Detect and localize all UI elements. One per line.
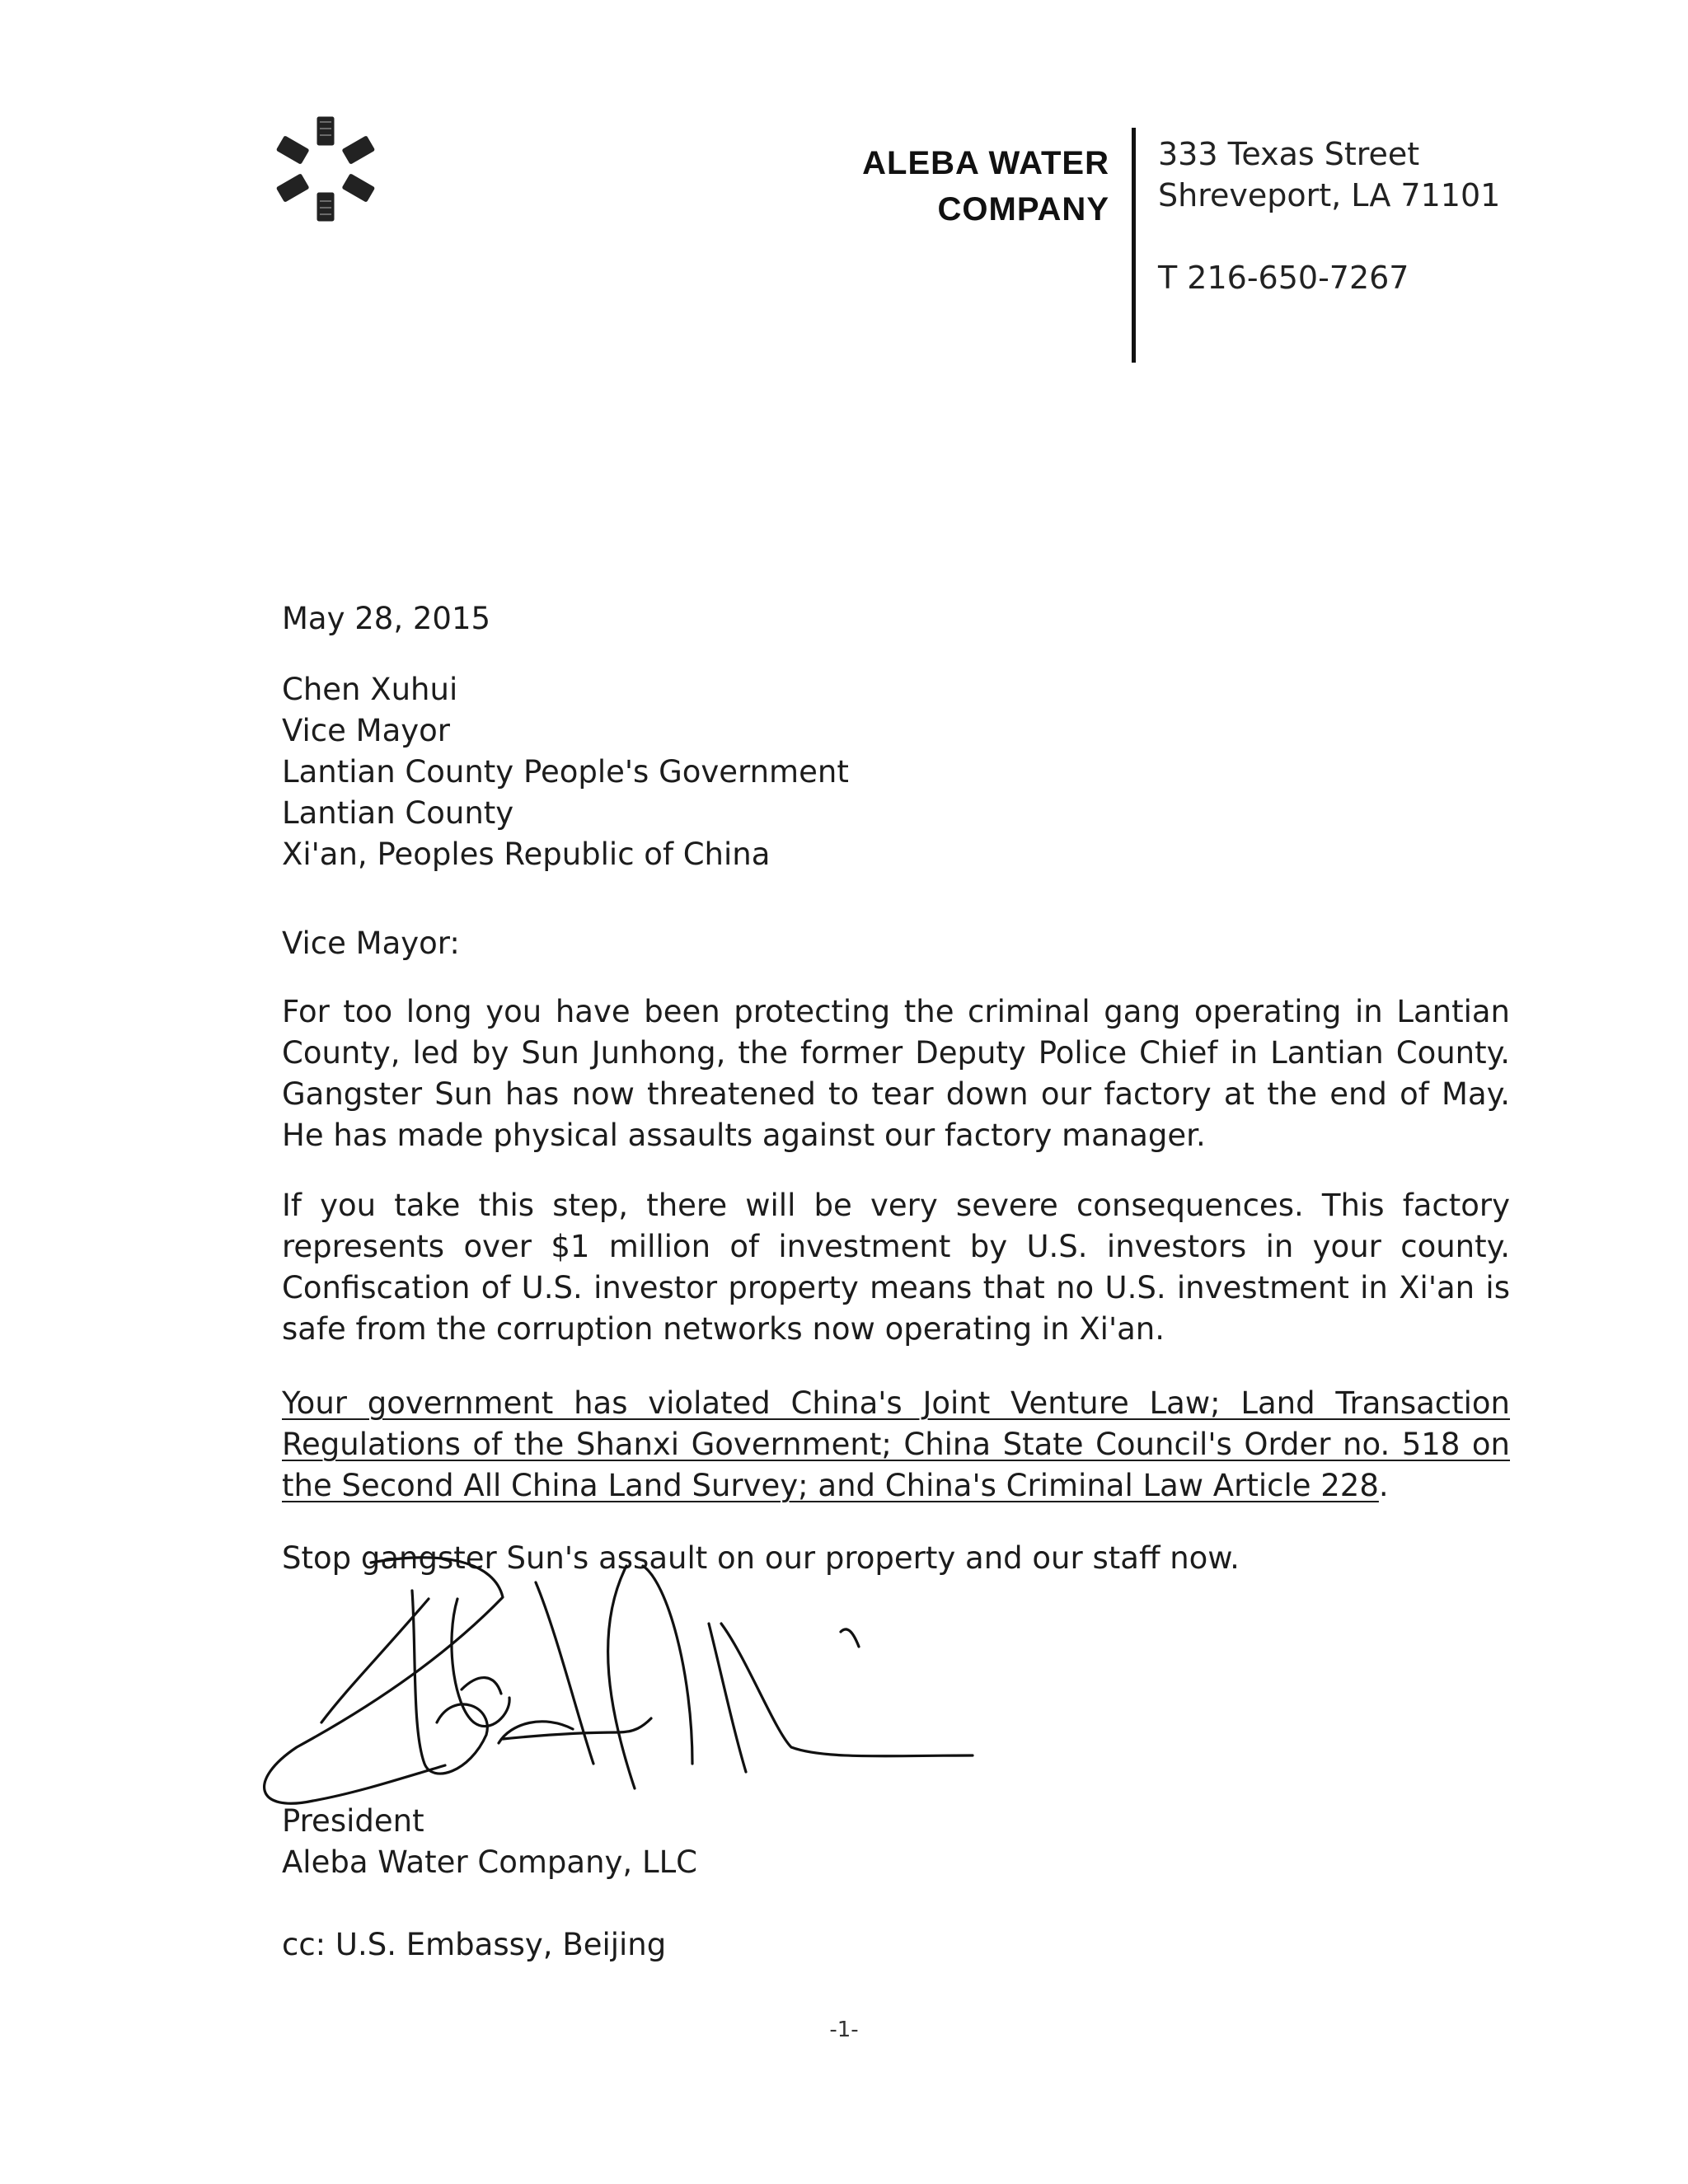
carbon-copy: cc: U.S. Embassy, Beijing	[282, 1927, 667, 1962]
salutation: Vice Mayor:	[282, 926, 460, 961]
company-name	[862, 140, 1109, 232]
address-line1: 333 Texas Street	[1158, 136, 1420, 172]
asterisk-logo-icon	[272, 115, 379, 223]
recipient-line: Vice Mayor	[282, 713, 450, 748]
address-line2: Shreveport, LA 71101	[1158, 177, 1501, 213]
closing-line: Stop gangster Sun's assault on our property and our staff now.	[282, 1540, 1240, 1576]
paragraph-3-end: .	[1378, 1468, 1389, 1503]
recipient-line: Lantian County	[282, 795, 514, 831]
letter-date: May 28, 2015	[282, 601, 491, 636]
company-address	[1158, 134, 1500, 216]
page-number: -1-	[829, 2018, 859, 2042]
law-violations-underlined: Your government has violated China's Joint Venture Law; Land Transaction Regulations of the Shanxi Government; China State Council's Order no. 518 on the Second All China Land Survey; and China's Criminal Law Article 228	[282, 1385, 1510, 1503]
recipient-line: Xi'an, Peoples Republic of China	[282, 837, 771, 872]
body-paragraph-3	[282, 1383, 1510, 1507]
letterhead-divider	[1132, 128, 1136, 363]
company-name-line2: COMPANY	[937, 191, 1109, 227]
recipient-line: Lantian County People's Government	[282, 754, 849, 790]
signer-company: Aleba Water Company, LLC	[282, 1844, 698, 1880]
handwritten-signature	[247, 1549, 1039, 1821]
signature-block	[282, 1801, 1510, 1883]
body-paragraph-2: If you take this step, there will be very severe consequences. This factory represents over $1 million of investment by U.S. investors in your county. Confiscation of U.S. investor property means that no U.S. investment in Xi'an is safe from the corruption networks now operating in Xi'an.	[282, 1188, 1510, 1347]
recipient-line: Chen Xuhui	[282, 672, 458, 707]
signer-title: President	[282, 1803, 424, 1839]
recipient-block	[282, 669, 1510, 875]
company-name-line1: ALEBA WATER	[862, 145, 1109, 181]
company-phone: T 216-650-7267	[1158, 260, 1409, 296]
body-paragraph-1: For too long you have been protecting the criminal gang operating in Lantian County, led by Sun Junhong, the former Deputy Police Chief in Lantian County. Gangster Sun has now threatened to tear down our factory at the end of May. He has made physical assaults against our factory manager.	[282, 994, 1510, 1153]
